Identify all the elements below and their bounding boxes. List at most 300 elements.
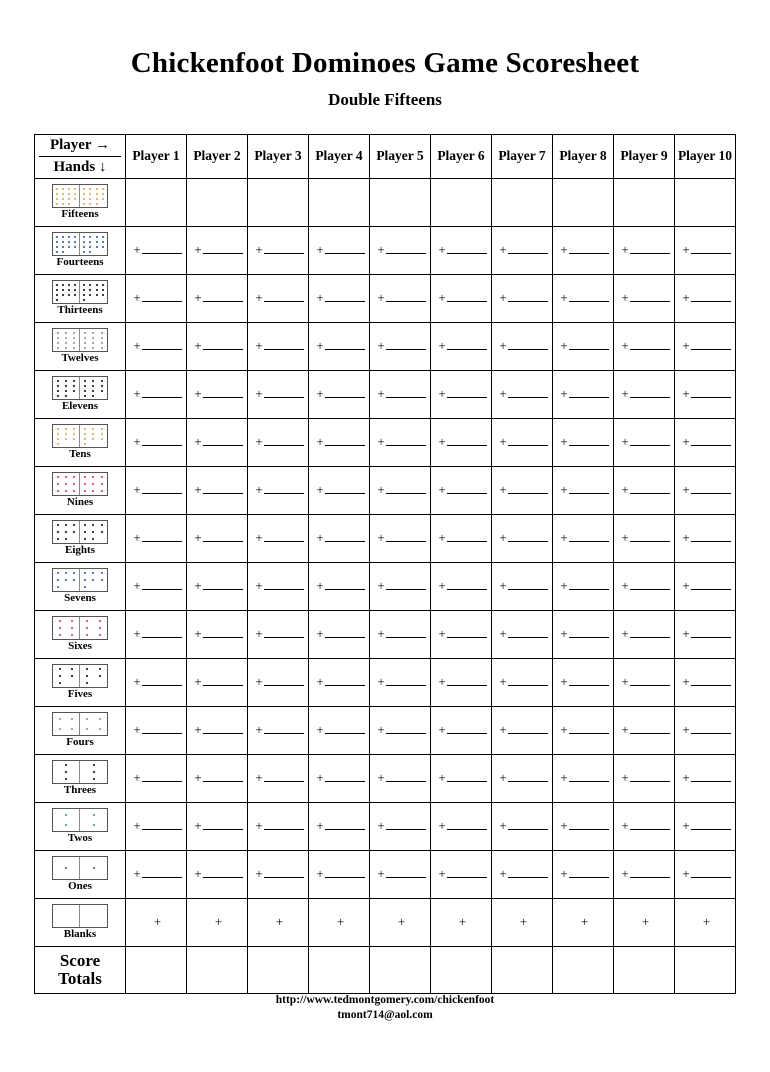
score-entry-cell[interactable] [126, 514, 187, 562]
score-total-cell[interactable] [248, 946, 309, 993]
table-row [35, 754, 736, 802]
score-entry-cell[interactable] [431, 658, 492, 706]
write-in-rule [630, 484, 670, 494]
score-entry-blank [438, 530, 486, 546]
score-entry-cell[interactable] [370, 562, 431, 610]
score-entry-cell[interactable] [675, 178, 736, 226]
domino-pip [92, 579, 94, 581]
domino-pip [57, 395, 59, 397]
score-entry-cell[interactable] [370, 322, 431, 370]
write-in-rule [142, 388, 182, 398]
score-entry-cell[interactable] [431, 178, 492, 226]
score-entry-cell[interactable] [248, 178, 309, 226]
plus-sign: + [377, 770, 385, 786]
write-in-rule [630, 820, 670, 830]
domino-pip [89, 284, 91, 286]
score-total-cell[interactable] [492, 946, 553, 993]
score-entry-blank [560, 482, 608, 498]
footer-email[interactable]: tmont714@aol.com [337, 1009, 433, 1022]
plus-sign: + [377, 674, 385, 690]
domino-pip [101, 579, 103, 581]
score-entry-blank [438, 674, 486, 690]
score-entry-cell[interactable] [492, 898, 553, 946]
score-entry-cell[interactable] [614, 706, 675, 754]
write-in-rule [691, 868, 731, 878]
write-in-rule [142, 484, 182, 494]
score-entry-cell[interactable] [553, 514, 614, 562]
score-entry-cell[interactable] [187, 226, 248, 274]
score-entry-cell[interactable] [248, 850, 309, 898]
score-entry-cell[interactable] [309, 610, 370, 658]
score-entry-cell[interactable] [187, 466, 248, 514]
score-entry-cell[interactable] [431, 754, 492, 802]
hand-cell-fourteens [35, 226, 126, 274]
domino-pip [93, 867, 95, 869]
write-in-rule [508, 628, 548, 638]
column-header-player-10: Player 10 [675, 134, 736, 178]
plus-sign: + [316, 338, 324, 354]
score-entry-cell[interactable] [126, 466, 187, 514]
score-entry-cell[interactable] [309, 178, 370, 226]
score-entry-cell[interactable] [187, 802, 248, 850]
score-entry-cell[interactable] [553, 370, 614, 418]
write-in-rule [691, 484, 731, 494]
score-entry-cell[interactable] [370, 178, 431, 226]
write-in-rule [508, 484, 548, 494]
score-total-cell[interactable] [675, 946, 736, 993]
score-entry-cell[interactable] [187, 514, 248, 562]
domino-pip [84, 332, 86, 334]
score-entry-cell[interactable] [431, 802, 492, 850]
score-entry-cell[interactable] [309, 850, 370, 898]
score-entry-cell[interactable] [126, 370, 187, 418]
write-in-rule [386, 292, 426, 302]
table-row [35, 850, 736, 898]
score-entry-cell[interactable] [370, 706, 431, 754]
plus-sign: + [194, 530, 202, 546]
score-entry-cell[interactable] [614, 802, 675, 850]
score-entry-cell[interactable] [370, 754, 431, 802]
score-total-cell[interactable] [126, 946, 187, 993]
score-entry-cell[interactable] [431, 322, 492, 370]
score-entry-cell[interactable] [309, 802, 370, 850]
domino-pip [73, 476, 75, 478]
domino-pip [84, 395, 86, 397]
write-in-rule [142, 436, 182, 446]
score-entry-cell[interactable] [675, 418, 736, 466]
domino-pip [57, 390, 59, 392]
domino-pip [71, 668, 73, 670]
score-entry-cell[interactable] [431, 514, 492, 562]
score-entry-cell[interactable] [309, 226, 370, 274]
domino-pip [65, 824, 67, 826]
domino-pip [71, 675, 73, 677]
score-entry-cell[interactable] [187, 610, 248, 658]
score-entry-cell[interactable] [126, 226, 187, 274]
plus-sign: + [194, 626, 202, 642]
plus-sign: + [377, 818, 385, 834]
domino-pip [96, 284, 98, 286]
score-entry-cell[interactable] [431, 562, 492, 610]
score-entry-cell[interactable] [614, 322, 675, 370]
score-entry-blank [133, 242, 181, 258]
hand-label: Fourteens [56, 256, 104, 269]
domino-wrap [35, 472, 125, 509]
score-entry-cell[interactable] [431, 466, 492, 514]
score-entry-cell[interactable] [675, 274, 736, 322]
score-entry-cell[interactable] [248, 418, 309, 466]
score-entry-cell[interactable] [675, 850, 736, 898]
score-entry-cell[interactable] [187, 850, 248, 898]
score-entry-cell[interactable] [187, 322, 248, 370]
plus-sign: + [621, 434, 629, 450]
score-entry-cell[interactable] [126, 322, 187, 370]
score-entry-cell[interactable] [248, 370, 309, 418]
score-entry-cell[interactable] [614, 418, 675, 466]
domino-pip [65, 572, 67, 574]
score-entry-cell[interactable] [370, 898, 431, 946]
score-entry-cell[interactable] [492, 658, 553, 706]
plus-sign: + [377, 290, 385, 306]
write-in-rule [447, 388, 487, 398]
score-entry-cell[interactable] [553, 562, 614, 610]
score-entry-blank [255, 674, 303, 690]
plus-sign: + [438, 386, 446, 402]
score-entry-cell[interactable] [675, 610, 736, 658]
score-entry-blank [377, 482, 425, 498]
score-entry-cell[interactable] [553, 274, 614, 322]
score-entry-cell[interactable] [492, 274, 553, 322]
score-entry-blank [316, 386, 364, 402]
score-entry-cell[interactable] [553, 418, 614, 466]
domino-half [53, 809, 80, 831]
score-entry-blank [255, 482, 303, 498]
domino-wrap [35, 328, 125, 365]
plus-sign: + [316, 290, 324, 306]
plus-sign: + [438, 434, 446, 450]
score-entry-cell[interactable] [187, 754, 248, 802]
domino-pip [83, 246, 85, 248]
score-entry-blank [377, 530, 425, 546]
domino-pip [84, 337, 86, 339]
domino-half [80, 761, 107, 783]
domino-pip [62, 294, 64, 296]
score-entry-cell[interactable] [248, 898, 309, 946]
plus-sign: + [133, 818, 141, 834]
score-entry-cell[interactable] [126, 898, 187, 946]
score-entry-cell[interactable] [309, 322, 370, 370]
score-entry-cell[interactable] [248, 322, 309, 370]
scoresheet-table [34, 134, 736, 994]
score-entry-cell[interactable] [553, 898, 614, 946]
score-entry-cell[interactable] [370, 802, 431, 850]
score-entry-cell[interactable] [553, 802, 614, 850]
score-entry-cell[interactable] [187, 178, 248, 226]
score-entry-cell[interactable] [248, 754, 309, 802]
score-entry-cell[interactable] [248, 514, 309, 562]
score-total-cell[interactable] [553, 946, 614, 993]
score-entry-cell[interactable] [248, 274, 309, 322]
score-entry-cell[interactable] [187, 562, 248, 610]
write-in-rule [386, 436, 426, 446]
domino-wrap [35, 904, 125, 941]
score-entry-cell[interactable] [492, 466, 553, 514]
score-entry-cell[interactable] [675, 706, 736, 754]
score-entry-cell[interactable] [248, 226, 309, 274]
write-in-rule [386, 484, 426, 494]
domino-pip [73, 524, 75, 526]
score-entry-cell[interactable] [370, 466, 431, 514]
score-entry-cell[interactable] [553, 610, 614, 658]
score-entry-cell[interactable] [187, 658, 248, 706]
score-entry-blank [316, 866, 364, 882]
plus-sign: + [316, 386, 324, 402]
score-entry-cell[interactable] [492, 850, 553, 898]
write-in-rule [264, 244, 304, 254]
score-entry-cell[interactable] [370, 658, 431, 706]
score-entry-cell[interactable] [309, 370, 370, 418]
score-entry-cell[interactable] [126, 610, 187, 658]
score-entry-cell[interactable] [187, 898, 248, 946]
score-entry-cell[interactable] [614, 610, 675, 658]
score-entry-cell[interactable] [309, 514, 370, 562]
score-entry-cell[interactable] [126, 706, 187, 754]
score-entry-blank [316, 338, 364, 354]
write-in-rule [264, 724, 304, 734]
write-in-rule [203, 484, 243, 494]
score-entry-cell[interactable] [492, 370, 553, 418]
score-entry-blank [438, 242, 486, 258]
score-entry-blank [133, 770, 181, 786]
score-entry-cell[interactable] [675, 562, 736, 610]
score-entry-cell[interactable] [309, 754, 370, 802]
score-entry-blank [377, 578, 425, 594]
score-entry-cell[interactable] [614, 274, 675, 322]
score-entry-cell[interactable] [431, 850, 492, 898]
score-entry-cell[interactable] [126, 178, 187, 226]
domino-pip [86, 620, 88, 622]
score-entry-blank [438, 866, 486, 882]
domino-pip [65, 524, 67, 526]
plus-sign: + [275, 914, 284, 930]
score-entry-cell[interactable] [370, 610, 431, 658]
domino-icon [52, 712, 108, 736]
score-entry-cell[interactable] [675, 370, 736, 418]
score-entry-cell[interactable] [370, 514, 431, 562]
write-in-rule [203, 676, 243, 686]
score-entry-cell[interactable] [614, 898, 675, 946]
score-entry-cell[interactable] [431, 418, 492, 466]
score-entry-cell[interactable] [553, 178, 614, 226]
score-entry-blank [133, 866, 181, 882]
score-entry-blank [255, 242, 303, 258]
score-entry-blank [316, 722, 364, 738]
score-entry-cell[interactable] [248, 658, 309, 706]
hand-cell-fifteens [35, 178, 126, 226]
hand-label: Sevens [64, 592, 96, 605]
score-total-cell[interactable] [614, 946, 675, 993]
domino-pip [57, 347, 59, 349]
plus-sign: + [133, 866, 141, 882]
score-entry-cell[interactable] [553, 226, 614, 274]
score-entry-cell[interactable] [248, 562, 309, 610]
score-entry-blank [682, 578, 730, 594]
score-entry-cell[interactable] [675, 754, 736, 802]
write-in-rule [630, 724, 670, 734]
score-entry-cell[interactable] [126, 754, 187, 802]
score-entry-cell[interactable] [431, 370, 492, 418]
plus-sign: + [621, 818, 629, 834]
score-entry-cell[interactable] [492, 802, 553, 850]
score-entry-cell[interactable] [675, 802, 736, 850]
score-entry-cell[interactable] [248, 466, 309, 514]
write-in-rule [325, 436, 365, 446]
score-entry-cell[interactable] [126, 802, 187, 850]
score-entry-blank [133, 386, 181, 402]
score-entry-cell[interactable] [126, 850, 187, 898]
score-entry-cell[interactable] [126, 562, 187, 610]
score-entry-cell[interactable] [553, 658, 614, 706]
score-entry-cell[interactable] [553, 706, 614, 754]
score-entry-blank [499, 338, 547, 354]
score-entry-cell[interactable] [126, 658, 187, 706]
domino-pip [96, 241, 98, 243]
plus-sign: + [255, 578, 263, 594]
write-in-rule [447, 676, 487, 686]
score-entry-cell[interactable] [370, 226, 431, 274]
domino-pip [83, 198, 85, 200]
score-entry-cell[interactable] [431, 226, 492, 274]
domino-icon [52, 280, 108, 304]
write-in-rule [142, 292, 182, 302]
score-entry-cell[interactable] [614, 754, 675, 802]
plus-sign: + [621, 530, 629, 546]
score-entry-cell[interactable] [614, 370, 675, 418]
score-entry-cell[interactable] [553, 754, 614, 802]
score-entry-cell[interactable] [675, 322, 736, 370]
hand-label: Fours [66, 736, 94, 749]
score-entry-cell[interactable] [614, 178, 675, 226]
score-entry-cell[interactable] [675, 514, 736, 562]
domino-pip [57, 428, 59, 430]
score-entry-cell[interactable] [492, 178, 553, 226]
score-entry-cell[interactable] [309, 706, 370, 754]
score-total-cell[interactable] [370, 946, 431, 993]
score-entry-cell[interactable] [187, 370, 248, 418]
score-entry-cell[interactable] [309, 466, 370, 514]
domino-pip [96, 246, 98, 248]
plus-sign: + [255, 626, 263, 642]
domino-pip [65, 438, 67, 440]
plus-sign: + [499, 818, 507, 834]
score-entry-cell[interactable] [187, 274, 248, 322]
write-in-rule [569, 244, 609, 254]
score-entry-cell[interactable] [614, 226, 675, 274]
score-entry-cell[interactable] [492, 418, 553, 466]
write-in-rule [203, 532, 243, 542]
plus-sign: + [133, 722, 141, 738]
column-header-player-1: Player 1 [126, 134, 187, 178]
score-entry-cell[interactable] [187, 706, 248, 754]
score-entry-cell[interactable] [370, 370, 431, 418]
score-total-cell[interactable] [431, 946, 492, 993]
score-entry-cell[interactable] [553, 850, 614, 898]
score-entry-cell[interactable] [492, 514, 553, 562]
domino-pip [96, 193, 98, 195]
score-entry-blank [621, 626, 669, 642]
score-entry-cell[interactable] [614, 514, 675, 562]
score-entry-cell[interactable] [248, 802, 309, 850]
score-entry-cell[interactable] [492, 706, 553, 754]
plus-sign: + [133, 338, 141, 354]
score-entry-cell[interactable] [431, 706, 492, 754]
score-entry-cell[interactable] [309, 658, 370, 706]
plus-sign: + [499, 770, 507, 786]
score-total-cell[interactable] [187, 946, 248, 993]
score-entry-cell[interactable] [248, 610, 309, 658]
score-entry-cell[interactable] [431, 274, 492, 322]
plus-sign: + [194, 722, 202, 738]
plus-sign: + [316, 242, 324, 258]
domino-pip [84, 524, 86, 526]
score-entry-cell[interactable] [309, 898, 370, 946]
domino-pip [84, 342, 86, 344]
score-entry-cell[interactable] [370, 850, 431, 898]
domino-pip [92, 524, 94, 526]
score-entry-cell[interactable] [614, 466, 675, 514]
score-entry-cell[interactable] [675, 226, 736, 274]
score-entry-cell[interactable] [431, 898, 492, 946]
score-entry-cell[interactable] [492, 610, 553, 658]
score-entry-cell[interactable] [431, 610, 492, 658]
score-entry-cell[interactable] [492, 754, 553, 802]
domino-half [53, 233, 80, 255]
score-entry-cell[interactable] [309, 418, 370, 466]
footer-website[interactable]: http://www.tedmontgomery.com/chickenfoot [275, 993, 495, 1006]
plus-sign: + [438, 770, 446, 786]
score-entry-cell[interactable] [675, 658, 736, 706]
domino-pip [71, 718, 73, 720]
score-entry-cell[interactable] [370, 418, 431, 466]
domino-half [53, 425, 80, 447]
score-entry-cell[interactable] [370, 274, 431, 322]
score-entry-cell[interactable] [187, 418, 248, 466]
score-total-cell[interactable] [309, 946, 370, 993]
score-entry-cell[interactable] [248, 706, 309, 754]
score-entry-cell[interactable] [126, 274, 187, 322]
score-entry-cell[interactable] [309, 274, 370, 322]
hand-cell-fours [35, 706, 126, 754]
score-entry-blank [560, 338, 608, 354]
domino-pip [57, 380, 59, 382]
score-entry-blank [255, 722, 303, 738]
score-entry-cell[interactable] [126, 418, 187, 466]
score-entry-cell[interactable] [614, 850, 675, 898]
score-entry-cell[interactable] [492, 562, 553, 610]
score-entry-cell[interactable] [309, 562, 370, 610]
score-entry-cell[interactable] [492, 322, 553, 370]
score-entry-cell[interactable] [492, 226, 553, 274]
write-in-rule [386, 724, 426, 734]
score-entry-cell[interactable] [675, 466, 736, 514]
score-entry-cell[interactable] [614, 562, 675, 610]
score-entry-cell[interactable] [553, 466, 614, 514]
score-entry-cell[interactable] [553, 322, 614, 370]
score-entry-cell[interactable] [675, 898, 736, 946]
domino-pip [71, 634, 73, 636]
domino-half [80, 521, 107, 543]
score-entry-cell[interactable] [614, 658, 675, 706]
